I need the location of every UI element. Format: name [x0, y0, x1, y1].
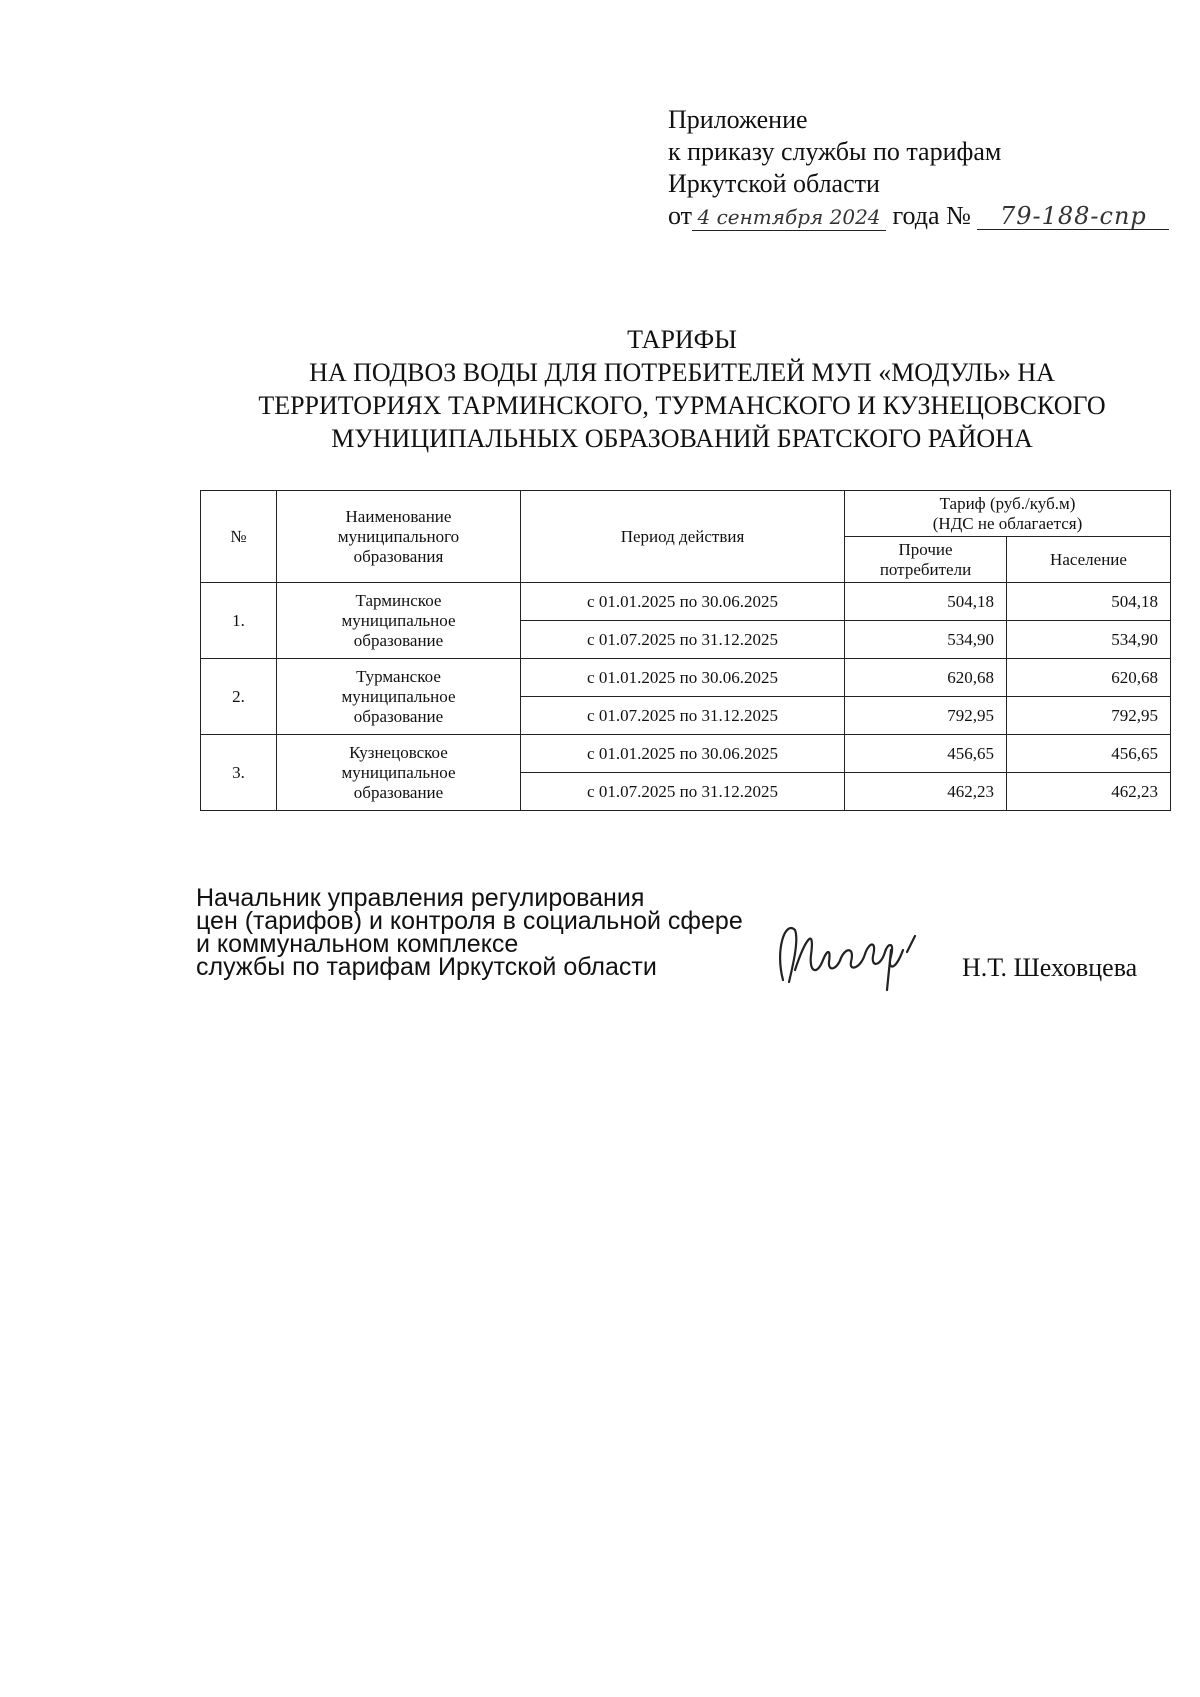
tariffs-table: [200, 490, 1171, 811]
header-tariff-line-1: Тариф (руб./куб.м): [939, 493, 1076, 513]
row-tariff-other: 620,68: [845, 659, 1007, 697]
municipality-line-1: Турманское: [356, 666, 441, 686]
row-municipality: [277, 659, 521, 735]
from-label: от: [668, 201, 693, 230]
header-municipality-line-3: образования: [353, 546, 444, 566]
row-period: с 01.01.2025 по 30.06.2025: [521, 659, 845, 697]
municipality-line-2: муниципальное: [341, 762, 456, 782]
municipality-line-3: образование: [353, 782, 444, 802]
municipality-line-2: муниципальное: [341, 610, 456, 630]
header-tariff-line-2: (НДС не облагается): [932, 513, 1083, 533]
municipality-line-3: образование: [353, 706, 444, 726]
row-period: с 01.07.2025 по 31.12.2025: [521, 621, 845, 659]
table-row: [201, 659, 1171, 697]
row-tariff-population: 462,23: [1007, 773, 1171, 811]
municipality-line-3: образование: [353, 630, 444, 650]
year-number-label: года №: [892, 201, 971, 230]
header-population: Население: [1007, 537, 1171, 583]
row-tariff-population: 456,65: [1007, 735, 1171, 773]
row-period: с 01.07.2025 по 31.12.2025: [521, 773, 845, 811]
signer-position-line-4: службы по тарифам Иркутской области: [196, 953, 657, 981]
row-tariff-other: 462,23: [845, 773, 1007, 811]
header-period: Период действия: [521, 491, 845, 583]
municipality-line-1: Кузнецовское: [349, 742, 448, 762]
table-row: [201, 583, 1171, 621]
table-header-row: [201, 491, 1171, 537]
appendix-line-1: Приложение: [668, 105, 808, 134]
row-number: 2.: [201, 659, 277, 735]
header-tariff: [845, 491, 1171, 537]
row-tariff-other: 534,90: [845, 621, 1007, 659]
row-municipality: [277, 735, 521, 811]
signature-block: [196, 884, 743, 981]
row-tariff-population: 620,68: [1007, 659, 1171, 697]
document-title: [0, 323, 1200, 455]
table-row: [201, 735, 1171, 773]
signer-position-line-2: цен (тарифов) и контроля в социальной сфере: [196, 907, 743, 935]
handwritten-signature: [765, 910, 935, 1000]
municipality-line-1: Тарминское: [355, 590, 442, 610]
row-period: с 01.01.2025 по 30.06.2025: [521, 583, 845, 621]
appendix-line-2: к приказу службы по тарифам: [668, 137, 1002, 166]
header-municipality-line-1: Наименование: [345, 506, 452, 526]
appendix-line-date: [668, 200, 1169, 232]
signer-position-line-3: и коммунальном комплексе: [196, 930, 519, 958]
header-other-line-2: потребители: [879, 559, 972, 579]
row-tariff-population: 534,90: [1007, 621, 1171, 659]
title-line-3: ТЕРРИТОРИЯХ ТАРМИНСКОГО, ТУРМАНСКОГО И КУЗНЕЦОВСКОГО: [258, 391, 1106, 420]
row-period: с 01.01.2025 по 30.06.2025: [521, 735, 845, 773]
row-tariff-population: 504,18: [1007, 583, 1171, 621]
header-number: №: [201, 491, 277, 583]
row-tariff-other: 792,95: [845, 697, 1007, 735]
header-other-consumers: [845, 537, 1007, 583]
municipality-line-2: муниципальное: [341, 686, 456, 706]
handwritten-order-number: 79-188-спр: [977, 203, 1169, 230]
appendix-line-3: Иркутской области: [668, 169, 880, 198]
row-municipality: [277, 583, 521, 659]
signer-name: Н.Т. Шеховцева: [962, 953, 1138, 982]
appendix-header: [668, 104, 1169, 232]
row-tariff-other: 504,18: [845, 583, 1007, 621]
title-line-1: ТАРИФЫ: [627, 325, 737, 354]
row-period: с 01.07.2025 по 31.12.2025: [521, 697, 845, 735]
title-line-2: НА ПОДВОЗ ВОДЫ ДЛЯ ПОТРЕБИТЕЛЕЙ МУП «МОДУЛЬ» НА: [309, 358, 1055, 387]
row-number: 1.: [201, 583, 277, 659]
handwritten-date: 4 сентября 2024: [692, 204, 886, 231]
signer-position-line-1: Начальник управления регулирования: [196, 884, 645, 912]
title-line-4: МУНИЦИПАЛЬНЫХ ОБРАЗОВАНИЙ БРАТСКОГО РАЙОНА: [331, 424, 1033, 453]
row-tariff-other: 456,65: [845, 735, 1007, 773]
row-tariff-population: 792,95: [1007, 697, 1171, 735]
header-other-line-1: Прочие: [898, 539, 953, 559]
header-municipality: [277, 491, 521, 583]
row-number: 3.: [201, 735, 277, 811]
header-municipality-line-2: муниципального: [337, 526, 460, 546]
